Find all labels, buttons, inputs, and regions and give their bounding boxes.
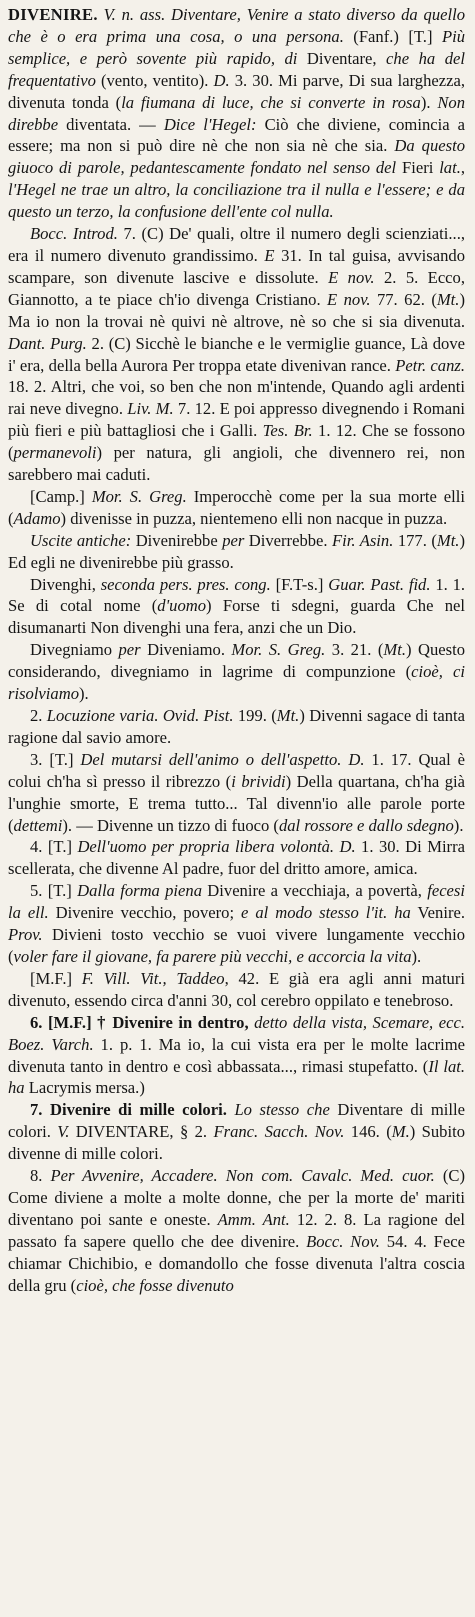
text-run: 177. (	[393, 530, 437, 550]
text-run: 199. (	[233, 706, 277, 725]
italic-run: Locuzione varia. Ovid. Pist.	[46, 706, 234, 725]
italic-run: E nov.	[328, 267, 375, 287]
italic-run: Franc. Sacch. Nov.	[213, 1122, 345, 1142]
entry-definition	[8, 4, 465, 223]
text-run: ) Della quartana, ch'ha già l'unghie smorte, E trema tutto... Tal divenn'io alle parole porte (	[8, 771, 465, 835]
text-run: 3. [T.]	[30, 749, 81, 769]
italic-run: Del mutarsi dell'animo o dell'aspetto. D.	[80, 749, 365, 769]
italic-run: detto della vista, Scemare, ecc. Boez. Varch.	[8, 1012, 465, 1054]
italic-run: Dant. Purg.	[8, 333, 87, 353]
italic-run: Mt.	[436, 530, 460, 550]
text-run: 2. (C) Sicchè le bianche e le vermiglie guance, Là dove i' era, della bella Aurora Per troppa etate divenivan rance.	[8, 333, 465, 375]
italic-run: dal rossore e dallo sdegno	[278, 815, 454, 835]
entry-paragraph	[8, 749, 465, 837]
text-run: Lacrymis mersa.)	[24, 1078, 145, 1098]
entry-paragraph	[8, 530, 465, 574]
text-run: ) Divenni sagace di tanta ragione dal savio amore.	[8, 706, 466, 747]
italic-run: E	[264, 245, 275, 265]
text-run: Imperocchè come per la sua morte elli (	[8, 486, 465, 528]
entry-paragraph	[8, 705, 465, 749]
text-run: ) per natura, gli angioli, che divennero rei, non sarebbero mai caduti.	[8, 443, 465, 485]
text-run: [Camp.]	[30, 486, 92, 506]
text-run: diventata. —	[58, 114, 164, 134]
italic-run: Fir. Asin.	[332, 530, 394, 550]
text-run: 3. 21. (	[325, 640, 384, 660]
text-run: 1. 30. Di Mirra scellerata, che divenne Al padre, fuor del dritto amore, amica.	[8, 837, 465, 879]
text-run: , 42. E già era agli anni maturi divenuto, essendo circa d'anni 30, col cerebro oppilato e tenebroso.	[8, 968, 465, 1010]
italic-run: F. Vill. Vit., Taddeo	[81, 968, 225, 988]
text-run: ) Ma io non la trovai nè quivi nè altrove, nè so che si sia divenuta.	[8, 289, 465, 331]
text-run: 31. In tal guisa, avvisando scampare, son divenute lascive e dissolute.	[8, 245, 465, 287]
entry-paragraph	[8, 639, 465, 705]
text-run: Diventare di mille colori.	[8, 1100, 466, 1142]
text-run: (C) Come diviene a molte a molte donne, che per la morte de' mariti diventano poi sante e oneste.	[8, 1166, 465, 1229]
text-run: 146. (	[344, 1122, 392, 1142]
text-run: 2. 5. Ecco, Giannotto, a te piace ch'io divenga Cristiano.	[8, 267, 465, 309]
italic-run: Mt.	[276, 706, 300, 725]
text-run: 2.	[30, 706, 47, 725]
italic-run: per	[118, 640, 141, 660]
text-run: 5. [T.]	[30, 881, 78, 901]
text-run: 4. [T.]	[30, 837, 78, 857]
text-run: Diverrebbe.	[244, 530, 333, 550]
text-run: ) Ed egli ne divenirebbe più grasso.	[8, 530, 465, 572]
italic-run: Non direbbe	[8, 92, 466, 134]
entry-paragraph	[8, 880, 465, 968]
text-run: Diventare,	[297, 48, 387, 68]
italic-run: l'Hegel ne trae un altro, la conciliazione tra il nulla e l'essere; e da questo un terzo, la confusione dell'ente col nulla.	[8, 180, 465, 222]
text-run: ).	[420, 92, 438, 112]
entry-paragraph	[8, 486, 465, 530]
italic-run: V. n. ass. Diventare, Venire a stato diverso da quello che è o era prima una cosa, o una persona.	[8, 5, 465, 46]
entry-paragraph	[8, 1012, 465, 1100]
text-run: 1. 1. Se di cotal nome (	[8, 574, 466, 616]
text-run: Divieni tosto vecchio se vuoi vivere lungamente vecchio (	[8, 925, 465, 966]
sense-heading: 7. Divenire di mille colori.	[30, 1100, 227, 1120]
italic-run: Bocc. Introd.	[30, 224, 118, 244]
italic-run: Dell'uomo per propria libera volontà. D.	[77, 837, 356, 857]
italic-run: E nov.	[327, 289, 371, 309]
text-run: ).	[79, 684, 89, 704]
italic-run: Petr. canz.	[395, 355, 465, 375]
entry-paragraph	[8, 1165, 465, 1296]
text-run: 18. 2. Altri, che voi, so ben che non m'intende, Quando agli ardenti rai neve divegno.	[8, 377, 465, 419]
headword: DIVENIRE.	[8, 5, 98, 24]
italic-run: V.	[57, 1122, 70, 1142]
italic-run: Guar. Past. fid.	[328, 574, 431, 594]
italic-run: Prov.	[8, 925, 43, 945]
text-run: 1. 12. Che se fossono (	[8, 421, 465, 463]
italic-run: Lo stesso che	[234, 1100, 330, 1120]
italic-run: Amm. Ant.	[217, 1209, 290, 1229]
text-run: Divenire a vecchiaja, a povertà,	[202, 881, 428, 901]
italic-run: Mt.	[436, 289, 460, 309]
italic-run: Dalla forma piena	[77, 881, 203, 901]
entry-paragraph	[8, 836, 465, 880]
text-run: 1. 17. Qual è colui ch'ha sì presso il ribrezzo (	[8, 749, 465, 791]
italic-run: Adamo	[13, 508, 61, 528]
italic-run: Tes. Br.	[262, 421, 313, 441]
text-run: ) Subito divenne di mille colori.	[8, 1122, 465, 1164]
text-run: Fieri	[396, 158, 440, 178]
sense-heading: 6. [M.F.] † Divenire in dentro,	[30, 1012, 249, 1032]
italic-run: fecesi la ell.	[8, 881, 465, 923]
italic-run: Da questo giuoco di parole, pedantescamente fondato nel senso del	[8, 136, 465, 178]
text-run: Divegniamo	[30, 640, 119, 660]
italic-run: Mor. S. Greg.	[91, 486, 187, 506]
text-run: ).	[411, 946, 422, 966]
entry-paragraph	[8, 968, 465, 1012]
text-run: 77. 62. (	[370, 289, 437, 309]
text-run: 7. 12. E poi appresso divegnendo i Romani più fieri e più battagliosi che i Galli.	[8, 399, 465, 441]
text-run: ) Forse ti sdegni, guarda Che nel disumanarti Non divenghi una fera, anzi che un Dio.	[8, 596, 465, 638]
italic-run: M.	[391, 1122, 410, 1142]
italic-run: seconda pers. pres. cong.	[100, 574, 271, 594]
text-run: 54. 4. Fece chiamar Chichibio, e domandollo che fosse divenuta l'altra coscia della gru (	[8, 1231, 465, 1295]
italic-run: la fiumana di luce, che si converte in rosa	[121, 92, 421, 112]
text-run: Divenire vecchio, povero;	[48, 903, 242, 923]
italic-run: che ha del frequentativo	[8, 48, 465, 90]
text-run: 7. (C) De' quali, oltre il numero degli scienziati..., era il numero divenuto grandissimo.	[8, 224, 465, 265]
text-run: 1. p. 1. Ma io, la cui vista era per le molte lacrime divenuta tanto in dentro e così abbassata..., rimasi stupefatto. (	[8, 1034, 465, 1076]
text-run: Ciò che diviene, comincia a essere; ma non si può dire nè che non sia nè che sia.	[8, 114, 466, 156]
italic-run: Bocc. Nov.	[306, 1231, 380, 1251]
italic-run: per	[222, 530, 245, 550]
italic-run: Mt.	[383, 640, 406, 660]
text-run: DIVENTARE, § 2.	[69, 1122, 214, 1142]
italic-run: d'uomo	[157, 596, 207, 616]
italic-run: Mor. S. Greg.	[231, 640, 326, 660]
italic-run: Uscite antiche:	[30, 530, 132, 550]
italic-run: i brividi	[231, 771, 286, 791]
text-run: ). — Divenne un tizzo di fuoco (	[62, 815, 279, 835]
italic-run: permanevoli	[13, 443, 97, 463]
text-run: 12. 2. 8. La ragione del passato fa sapere quello che dee divenire.	[8, 1209, 465, 1251]
italic-run: Dice l'Hegel:	[163, 114, 257, 134]
text-run: ) divenisse in puzza, nientemeno elli non nacque in puzza.	[60, 508, 448, 528]
text-run: 8.	[30, 1166, 51, 1186]
text-run: (Fanf.) [T.]	[343, 26, 442, 46]
text-run: Venire.	[410, 903, 465, 923]
italic-run: D.	[213, 70, 230, 90]
text-run: [F.T-s.]	[270, 574, 329, 594]
italic-run: lat.	[439, 158, 461, 178]
text-run: (vento, ventito).	[95, 70, 214, 90]
italic-run: Il lat. ha	[8, 1056, 466, 1098]
italic-run: Per Avvenire, Accadere. Non com. Cavalc. Med. cuor.	[50, 1166, 435, 1186]
entry-paragraph	[8, 1099, 465, 1165]
entry-paragraph	[8, 223, 465, 486]
italic-run: e al modo stesso l'it. ha	[241, 903, 411, 923]
entry-paragraph	[8, 574, 465, 640]
italic-run: dettemi	[13, 815, 63, 835]
italic-run: Più semplice, e però sovente più rapido, di	[8, 26, 465, 68]
text-run: [M.F.]	[30, 968, 82, 988]
text-run: 3. 30. Mi parve, Di sua larghezza, divenuta tonda (	[8, 70, 465, 112]
italic-run: voler fare il giovane, fa parere più vecchi, e accorcia la vita	[13, 946, 412, 966]
text-run: ).	[453, 815, 464, 835]
dictionary-entry-divenire	[8, 4, 465, 1296]
text-run: ) Questo considerando, divegniamo in lagrime di compunzione (	[8, 640, 465, 682]
text-run: ,	[460, 158, 466, 178]
text-run: Divenghi,	[30, 574, 101, 594]
text-run: Divenirebbe	[131, 530, 223, 550]
italic-run: cioè, che fosse divenuto	[76, 1275, 234, 1295]
text-run: Diveniamo.	[140, 640, 232, 660]
italic-run: Liv. M.	[127, 399, 174, 419]
italic-run: cioè, ci risolviamo	[8, 662, 465, 704]
